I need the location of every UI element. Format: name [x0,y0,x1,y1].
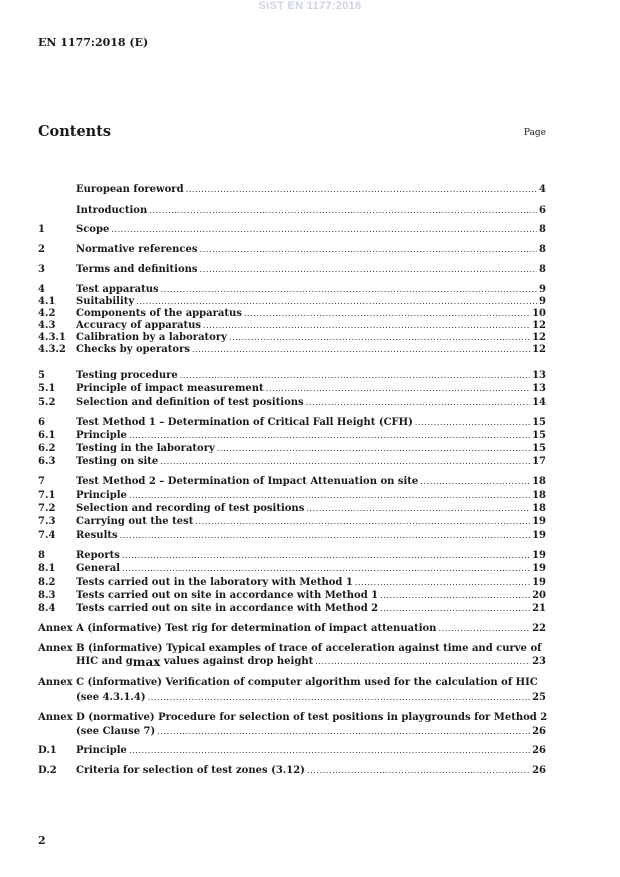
toc-number: 8.4 [38,603,56,614]
toc-leader [160,456,530,468]
toc-title: Selection and recording of test positions [76,503,305,514]
toc-page: 8 [539,224,546,235]
toc-leader [380,590,530,602]
toc-leader [129,745,530,757]
toc-entry[interactable] [38,320,546,332]
toc-entry[interactable] [38,224,546,236]
toc-title: Testing procedure [76,370,178,381]
annex-b-text: HIC and g [76,656,133,667]
toc-page: 15 [532,417,546,428]
toc-title: Carrying out the test [76,516,194,527]
toc-title: Accuracy of apparatus [76,320,201,331]
toc-page: 25 [532,692,546,703]
toc-title: Test apparatus [76,284,159,295]
toc-title: Tests carried out on site in accordance with Method 1 [76,590,379,601]
toc-title: Test Method 1 – Determination of Critical Fall Height (CFH) [76,417,413,428]
toc-number: 8 [38,550,45,561]
toc-number: 7.4 [38,530,56,541]
toc-page: 6 [539,205,546,216]
toc-number: 6.1 [38,430,56,441]
toc-number: D.2 [38,765,57,776]
page-column-label: Page [523,128,546,138]
toc-page: 12 [532,344,546,355]
toc-page: 19 [532,516,546,527]
toc-entry[interactable] [38,296,546,308]
toc-page: 19 [532,530,546,541]
toc-entry[interactable] [38,397,546,409]
toc-entry[interactable] [38,490,546,502]
toc-number: 4.3 [38,320,56,331]
toc-title: Introduction [76,205,148,216]
toc-page: 19 [532,563,546,574]
toc-page: 23 [532,656,546,667]
toc-title: Test Method 2 – Determination of Impact Attenuation on site [76,476,419,487]
toc-entry[interactable] [38,563,546,575]
toc-page: 26 [532,726,546,737]
toc-leader [266,383,530,395]
toc-page: 14 [532,397,546,408]
toc-page: 13 [532,370,546,381]
toc-entry[interactable] [38,184,546,196]
toc-page: 20 [532,590,546,601]
toc-leader [122,563,530,575]
toc-entry-annex-b[interactable] [38,656,546,668]
toc-leader [306,397,530,409]
toc-page: 12 [532,332,546,343]
toc-entry[interactable] [38,332,546,344]
toc-number: 4 [38,284,45,295]
annex-b-text-post: values against drop height [160,656,314,667]
toc-page: 22 [532,623,546,634]
toc-title: Calibration by a laboratory [76,332,227,343]
toc-entry[interactable] [38,244,546,256]
toc-leader [192,344,530,356]
toc-title: Scope [76,224,110,235]
toc-leader [161,284,537,296]
toc-entry[interactable] [38,344,546,356]
toc-number: 4.3.1 [38,332,66,343]
toc-number: 8.1 [38,563,56,574]
toc-page: 26 [532,745,546,756]
toc-entry-annex-d[interactable] [38,726,546,738]
annex-b-title-line1[interactable]: Annex B (informative) Typical examples of trace of acceleration against time and curve of [38,643,542,654]
toc-title: Checks by operators [76,344,190,355]
toc-title: Terms and definitions [76,264,198,275]
toc-leader [244,308,530,320]
toc-number: 6.2 [38,443,56,454]
annex-b-subscript: max [132,655,161,669]
toc-entry[interactable] [38,603,546,615]
toc-number: 7.2 [38,503,56,514]
toc-leader [122,550,530,562]
toc-leader [306,503,530,515]
toc-title: Results [76,530,118,541]
toc-leader [129,430,530,442]
watermark: SIST EN 1177:2018 [258,0,362,12]
toc-number: 4.2 [38,308,56,319]
toc-title: Testing on site [76,456,159,467]
contents-title: Contents [38,123,112,140]
toc-page: 9 [539,296,546,307]
toc-leader [438,623,530,635]
toc-entry[interactable] [38,590,546,602]
toc-leader [229,332,530,344]
toc-title: Normative references [76,244,198,255]
toc-page: 18 [532,503,546,514]
toc-entry[interactable] [38,430,546,442]
toc-leader [111,224,537,236]
toc-title: Components of the apparatus [76,308,242,319]
toc-page: 12 [532,320,546,331]
toc-number: 8.3 [38,590,56,601]
toc-entry[interactable] [38,417,546,429]
annex-b-title-line2 [38,656,313,668]
toc-leader [149,205,537,217]
toc-leader [186,184,537,196]
toc-number: 4.1 [38,296,56,307]
toc-number: 6 [38,417,45,428]
toc-leader [136,296,537,308]
toc-page: 15 [532,443,546,454]
toc-page: 26 [532,765,546,776]
toc-entry[interactable] [38,550,546,562]
annex-c-title-line2: (see 4.3.1.4) [76,692,146,703]
toc-entry[interactable] [38,264,546,276]
toc-title: Reports [76,550,120,561]
toc-entry[interactable] [38,476,546,488]
toc-entry[interactable] [38,383,546,395]
toc-title: Principle [76,430,127,441]
toc-leader [120,530,530,542]
toc-number: D.1 [38,745,57,756]
page-number: 2 [38,834,46,847]
toc-page: 8 [539,244,546,255]
toc-entry-annex-c[interactable] [38,692,546,704]
toc-title: Principle of impact measurement [76,383,264,394]
toc-page: 8 [539,264,546,275]
toc-page: 19 [532,577,546,588]
toc-leader [420,476,530,488]
toc-leader [415,417,530,429]
toc-title: General [76,563,121,574]
toc-number: 3 [38,264,45,275]
toc-number: 1 [38,224,45,235]
toc-number: 5.1 [38,383,56,394]
toc-entry[interactable] [38,577,546,589]
toc-leader [315,656,530,668]
toc-number: 7.1 [38,490,56,501]
toc-title: Tests carried out in the laboratory with Method 1 [76,577,353,588]
toc-title: Tests carried out on site in accordance with Method 2 [76,603,379,614]
toc-leader [380,603,530,615]
toc-entry[interactable] [38,370,546,382]
toc-entry[interactable] [38,456,546,468]
toc-leader [157,726,530,738]
toc-leader [200,264,538,276]
annex-c-title-line1[interactable]: Annex C (informative) Verification of computer algorithm used for the calculation of HIC [38,677,538,688]
toc-entry[interactable] [38,516,546,528]
document-id: EN 1177:2018 (E) [38,36,149,49]
toc-entry[interactable] [38,443,546,455]
toc-entry[interactable] [38,745,546,757]
toc-number: 2 [38,244,45,255]
toc-number: 5 [38,370,45,381]
toc-title: Principle [76,745,127,756]
toc-number: 7 [38,476,45,487]
toc-entry[interactable] [38,765,546,777]
toc-entry[interactable] [38,623,546,635]
toc-leader [355,577,530,589]
toc-title: Principle [76,490,127,501]
toc-number: 5.2 [38,397,56,408]
toc-entry[interactable] [38,530,546,542]
toc-title: Selection and definition of test positions [76,397,304,408]
toc-title: European foreword [76,184,184,195]
toc-page: 18 [532,476,546,487]
toc-page: 19 [532,550,546,561]
toc-title: Annex A (informative) Test rig for determination of impact attenuation [38,623,437,634]
toc-page: 4 [539,184,546,195]
toc-page: 21 [532,603,546,614]
toc-page: 9 [539,284,546,295]
toc-entry[interactable] [38,308,546,320]
toc-number: 7.3 [38,516,56,527]
toc-leader [195,516,530,528]
toc-number: 6.3 [38,456,56,467]
toc-page: 17 [532,456,546,467]
annex-d-title-line1[interactable]: Annex D (normative) Procedure for selection of test positions in playgrounds for Method 2 [38,712,548,723]
toc-page: 18 [532,490,546,501]
toc-entry[interactable] [38,205,546,217]
toc-number: 8.2 [38,577,56,588]
toc-entry[interactable] [38,284,546,296]
toc-page: 13 [532,383,546,394]
toc-leader [203,320,530,332]
toc-page: 10 [532,308,546,319]
toc-entry[interactable] [38,503,546,515]
annex-d-title-line2: (see Clause 7) [76,726,156,737]
toc-number: 4.3.2 [38,344,66,355]
toc-page: 15 [532,430,546,441]
toc-leader [200,244,538,256]
toc-title: Criteria for selection of test zones (3.12) [76,765,305,776]
toc-title: Suitability [76,296,135,307]
toc-leader [148,692,531,704]
toc-leader [217,443,530,455]
toc-leader [180,370,530,382]
toc-leader [307,765,530,777]
toc-title: Testing in the laboratory [76,443,215,454]
toc-leader [129,490,530,502]
